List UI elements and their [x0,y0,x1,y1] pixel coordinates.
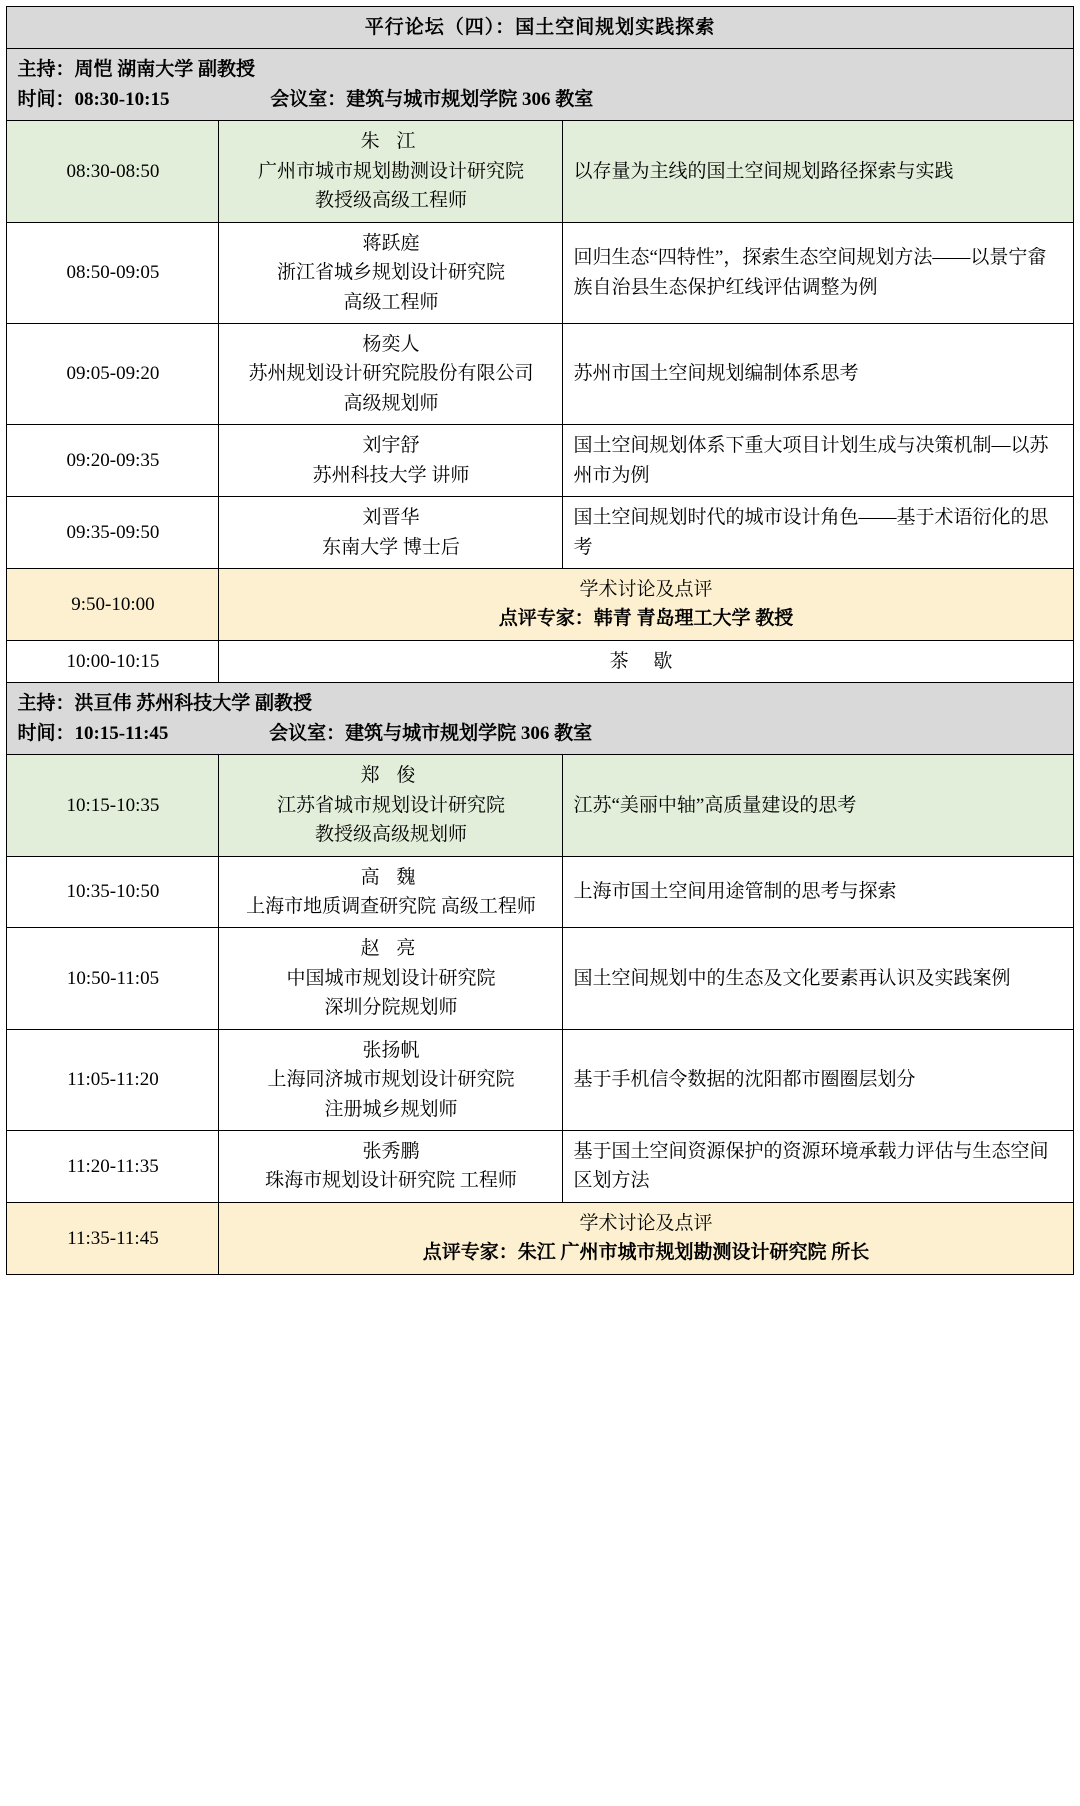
discussion-label: 学术讨论及点评 [579,579,713,600]
speaker-title: 教授级高级工程师 [314,190,467,212]
discussion-expert: 点评专家：朱江 广州市城市规划勘测设计研究院 所长 [422,1242,870,1264]
speaker-name: 张扬帆 [362,1039,420,1061]
table-row [7,1131,1073,1203]
speaker-name: 郑 俊 [360,765,422,787]
session-room-label: 会议室：建筑与城市规划学院 306 教室 [270,88,594,110]
session-time-label: 时间：10:15-11:45 [17,722,169,744]
row-time: 11:20-11:35 [7,1131,219,1203]
speaker-affiliation: 江苏省城市规划设计研究院 [276,794,505,816]
row-topic: 基于国土空间资源保护的资源环境承载力评估与生态空间区划方法 [563,1131,1073,1203]
speaker-title: 深圳分院规划师 [324,997,458,1019]
session-time-room [17,85,1062,114]
row-time: 9:50-10:00 [7,569,219,641]
row-time: 10:35-10:50 [7,856,219,928]
forum-schedule-table [6,6,1073,1275]
speaker-name: 高 魏 [360,866,422,888]
break-label: 茶 歇 [219,640,1073,682]
discussion-expert: 点评专家：韩青 青岛理工大学 教授 [498,608,794,630]
row-speaker [219,1131,563,1203]
row-topic: 国土空间规划时代的城市设计角色——基于术语衍化的思考 [563,497,1073,569]
row-topic: 国土空间规划中的生态及文化要素再认识及实践案例 [563,928,1073,1029]
row-time: 11:35-11:45 [7,1202,219,1274]
table-row [7,755,1073,856]
row-speaker [219,222,563,323]
speaker-affiliation: 苏州科技大学 讲师 [312,464,470,486]
row-time: 10:00-10:15 [7,640,219,682]
speaker-affiliation: 东南大学 博士后 [322,536,460,558]
table-row [7,121,1073,222]
speaker-title: 高级规划师 [343,392,439,414]
speaker-affiliation: 上海同济城市规划设计研究院 [267,1069,515,1091]
speaker-affiliation: 珠海市规划设计研究院 工程师 [265,1170,517,1192]
session-header [7,49,1073,121]
speaker-title: 高级工程师 [343,291,439,313]
table-row [7,222,1073,323]
row-speaker [219,856,563,928]
session-host: 主持：洪亘伟 苏州科技大学 副教授 [17,693,312,715]
session-room-label: 会议室：建筑与城市规划学院 306 教室 [269,722,593,744]
row-topic: 江苏“美丽中轴”高质量建设的思考 [563,755,1073,856]
row-topic: 苏州市国土空间规划编制体系思考 [563,323,1073,424]
row-time: 10:15-10:35 [7,755,219,856]
row-time: 09:05-09:20 [7,323,219,424]
speaker-title: 教授级高级规划师 [314,824,467,846]
session-header-row [7,683,1073,755]
speaker-name: 蒋跃庭 [362,232,420,254]
table-row [7,425,1073,497]
discussion-cell [219,1202,1073,1274]
speaker-name: 刘晋华 [362,507,420,529]
speaker-affiliation: 上海市地质调查研究院 高级工程师 [246,895,536,917]
schedule-body [7,7,1073,1275]
speaker-name: 刘宇舒 [362,435,420,457]
row-topic: 基于手机信令数据的沈阳都市圈圈层划分 [563,1029,1073,1130]
row-speaker [219,1029,563,1130]
row-time: 08:50-09:05 [7,222,219,323]
discussion-cell [219,569,1073,641]
session-header [7,683,1073,755]
speaker-name: 张秀鹏 [362,1141,420,1162]
discussion-row [7,1202,1073,1274]
session-time-room [17,719,1062,748]
row-topic: 回归生态“四特性”，探索生态空间规划方法——以景宁畲族自治县生态保护红线评估调整为例 [563,222,1073,323]
row-time: 09:20-09:35 [7,425,219,497]
table-row [7,928,1073,1029]
discussion-row [7,569,1073,641]
table-row [7,497,1073,569]
row-time: 09:35-09:50 [7,497,219,569]
row-topic: 国土空间规划体系下重大项目计划生成与决策机制—以苏州市为例 [563,425,1073,497]
speaker-affiliation: 苏州规划设计研究院股份有限公司 [248,363,534,385]
speaker-name: 朱 江 [360,131,422,153]
row-speaker [219,755,563,856]
row-time: 11:05-11:20 [7,1029,219,1130]
speaker-affiliation: 浙江省城乡规划设计研究院 [276,262,505,284]
discussion-label: 学术讨论及点评 [579,1212,713,1234]
table-row [7,856,1073,928]
break-row [7,640,1073,682]
forum-title: 平行论坛（四）：国土空间规划实践探索 [7,7,1073,49]
row-time: 08:30-08:50 [7,121,219,222]
row-speaker [219,497,563,569]
speaker-title: 注册城乡规划师 [324,1098,458,1120]
forum-title-row [7,7,1073,49]
speaker-affiliation: 广州市城市规划勘测设计研究院 [257,160,524,182]
row-speaker [219,928,563,1029]
session-header-row [7,49,1073,121]
row-speaker [219,121,563,222]
row-speaker [219,425,563,497]
table-row [7,1029,1073,1130]
table-row [7,323,1073,424]
row-time: 10:50-11:05 [7,928,219,1029]
row-topic: 上海市国土空间用途管制的思考与探索 [563,856,1073,928]
row-topic: 以存量为主线的国土空间规划路径探索与实践 [563,121,1073,222]
session-host: 主持：周恺 湖南大学 副教授 [17,59,255,81]
speaker-affiliation: 中国城市规划设计研究院 [286,967,496,989]
session-time-label: 时间：08:30-10:15 [17,88,170,110]
speaker-name: 杨奕人 [362,333,420,355]
row-speaker [219,323,563,424]
speaker-name: 赵 亮 [360,938,422,960]
